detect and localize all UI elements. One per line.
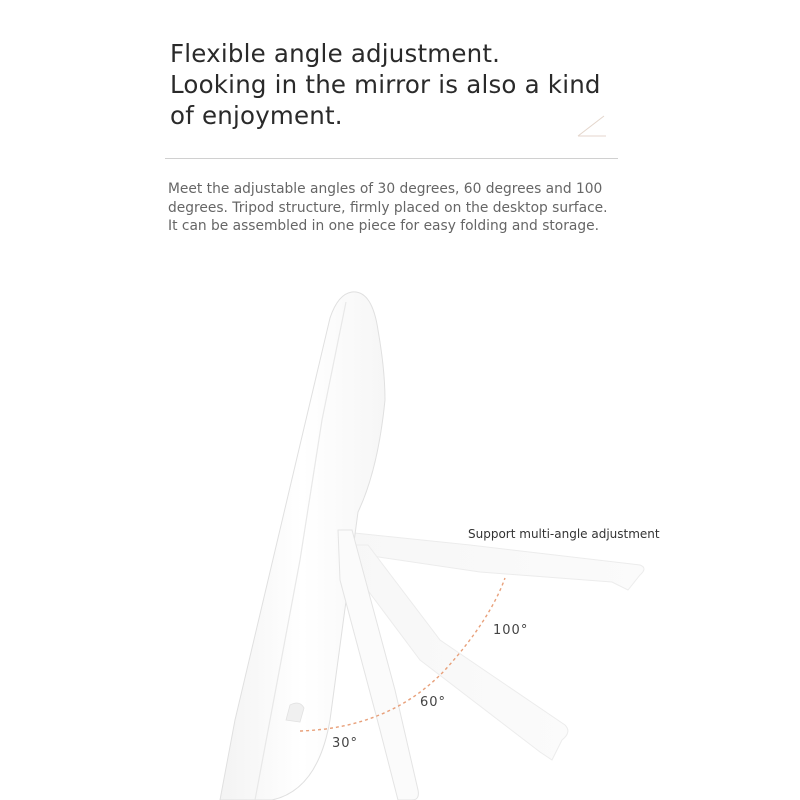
angle-label-60: 60° xyxy=(420,695,447,710)
description-line-3: It can be assembled in one piece for easy folding and storage. xyxy=(168,218,599,234)
headline-line-1: Flexible angle adjustment. xyxy=(170,39,501,68)
description-line-1: Meet the adjustable angles of 30 degrees, 60 degrees and 100 xyxy=(168,181,603,197)
decor-mark xyxy=(578,116,606,136)
description-line-2: degrees. Tripod structure, firmly placed on the desktop surface. xyxy=(168,199,608,216)
angle-label-30: 30° xyxy=(332,736,359,751)
headline-line-3: of enjoyment. xyxy=(170,101,343,130)
callout-label: Support multi-angle adjustment xyxy=(468,527,660,541)
headline-line-2: Looking in the mirror is also a kind xyxy=(170,70,601,99)
angle-label-100: 100° xyxy=(493,623,529,638)
